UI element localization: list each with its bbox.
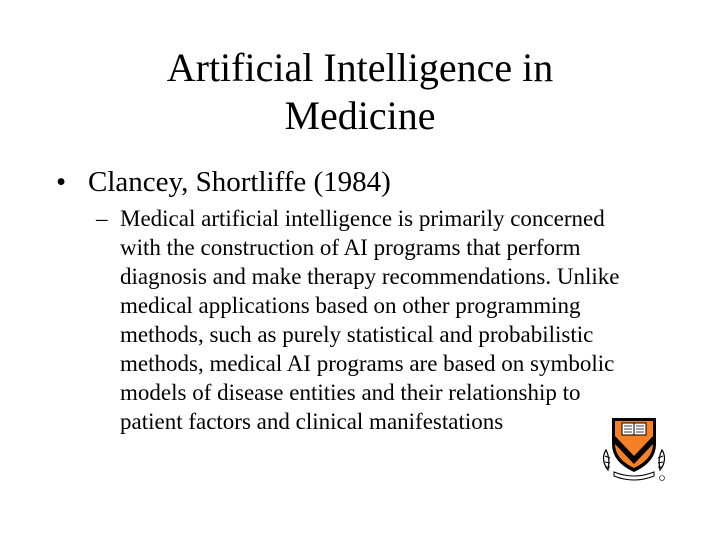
bullet-marker: • bbox=[56, 166, 67, 198]
sub-bullet-line: medical applications based on other programming bbox=[120, 293, 581, 318]
slide-title-line-1: Artificial Intelligence in bbox=[166, 45, 554, 90]
sub-bullet-line: models of disease entities and their relationship to bbox=[120, 380, 581, 405]
bullet-text: Clancey, Shortliffe (1984) bbox=[88, 166, 391, 198]
sub-bullet-line: diagnosis and make therapy recommendations. Unlike bbox=[120, 264, 620, 289]
sub-bullet-line: methods, such as purely statistical and probabilistic bbox=[120, 322, 594, 347]
sub-bullet-line: Medical artificial intelligence is primarily concerned bbox=[120, 206, 605, 231]
bullet-item bbox=[56, 164, 391, 200]
sub-bullet-item bbox=[96, 204, 656, 436]
sub-bullet-line: with the construction of AI programs that perform bbox=[120, 235, 581, 260]
sub-bullet-marker: – bbox=[96, 206, 108, 231]
slide-title-line-2: Medicine bbox=[284, 93, 436, 138]
princeton-shield-icon bbox=[600, 410, 668, 482]
slide-title bbox=[0, 44, 720, 140]
sub-bullet-line: methods, medical AI programs are based on symbolic bbox=[120, 351, 615, 376]
sub-bullet-line: patient factors and clinical manifestations bbox=[120, 409, 504, 434]
